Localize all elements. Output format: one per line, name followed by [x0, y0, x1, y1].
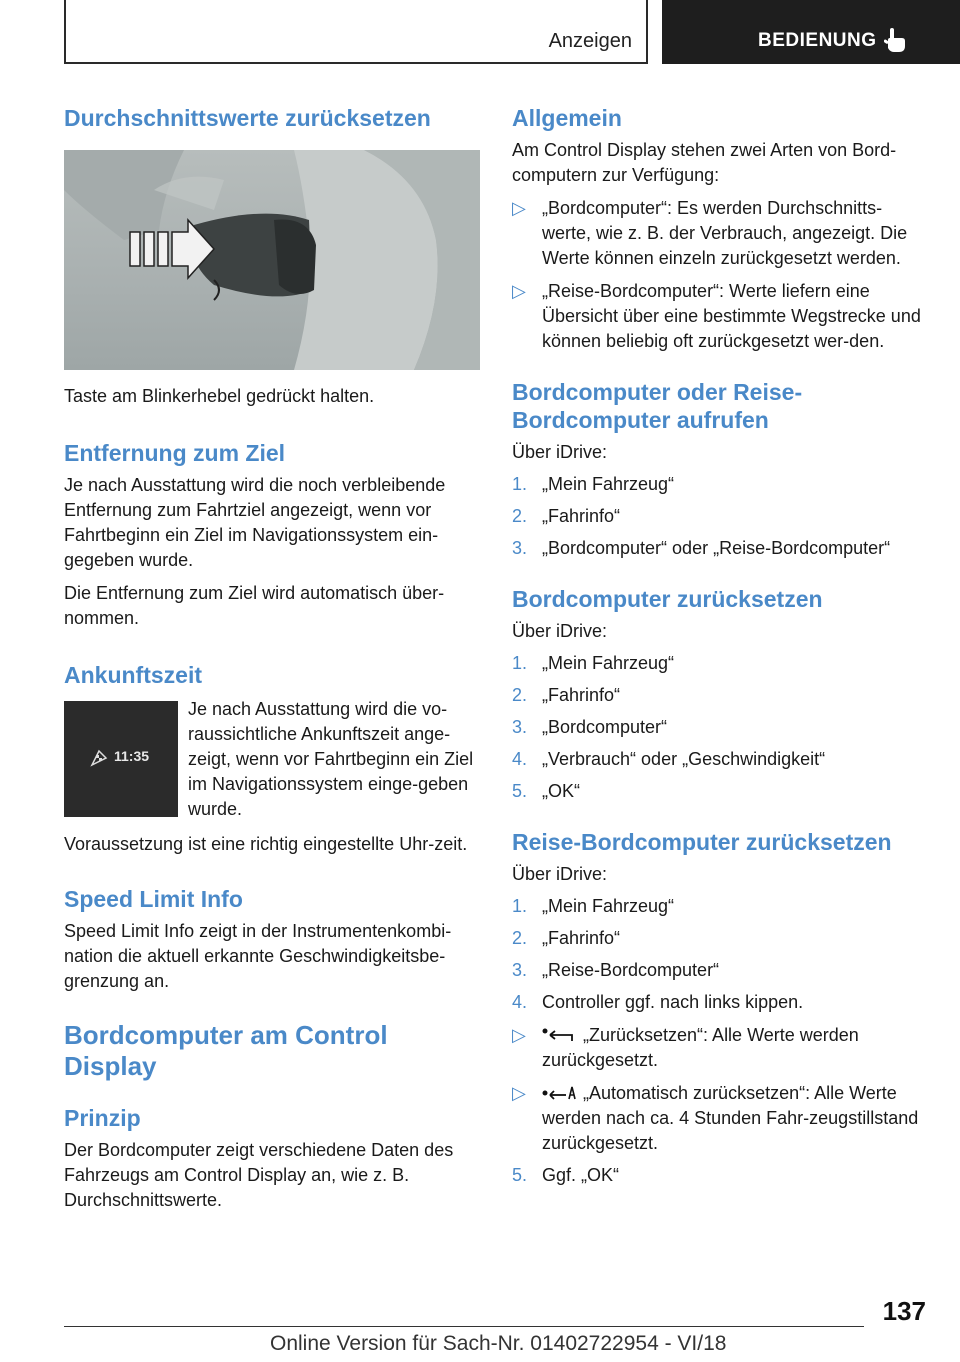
footer-divider	[64, 1326, 864, 1327]
list-item: 3. „Reise-Bordcomputer“	[512, 960, 720, 980]
reise-final-step	[512, 1163, 928, 1188]
list-item: 2. „Fahrinfo“	[512, 685, 621, 705]
list-item: ▷ „Automatisch zurücksetzen“: Alle Werte werden nach ca. 4 Stunden Fahr-zeugstillstand zurückgesetzt.	[512, 1083, 919, 1153]
list-item: ▷ „Zurücksetzen“: Alle Werte werden zurückgesetzt.	[512, 1025, 859, 1070]
heading-aufrufen: Bordcomputer oder Reise-Bordcomputer aufrufen	[512, 379, 803, 433]
auto-reset-icon	[542, 1085, 578, 1101]
list-item: 5. „OK“	[512, 781, 580, 801]
heading-speed-limit: Speed Limit Info	[64, 886, 243, 912]
reset-options-list	[512, 1023, 928, 1156]
header-section-tab	[64, 0, 648, 64]
reset-icon	[542, 1027, 578, 1043]
ankunftszeit-block	[64, 697, 480, 822]
heading-entfernung: Entfernung zum Ziel	[64, 440, 286, 466]
reise-steps	[512, 894, 928, 1015]
aufrufen-steps	[512, 472, 928, 561]
entfernung-paragraph-1: Je nach Ausstattung wird die noch verbleibende Entfernung zum Fahrtziel angezeigt, wenn vor Fahrtbeginn ein Ziel im Navigationssystem ein-gegeben wurde.	[64, 475, 446, 570]
list-item: 1. „Mein Fahrzeug“	[512, 474, 675, 494]
list-item: 3. „Bordcomputer“ oder „Reise-Bordcomputer“	[512, 538, 891, 558]
header-section-label: Anzeigen	[548, 30, 632, 52]
list-item: 4. „Verbrauch“ oder „Geschwindigkeit“	[512, 749, 826, 769]
heading-zuruecksetzen: Bordcomputer zurücksetzen	[512, 586, 823, 612]
arrival-time-value: 11:35	[114, 748, 150, 764]
list-item: 3. „Bordcomputer“	[512, 717, 668, 737]
heading-reise-zuruecksetzen: Reise-Bordcomputer zurücksetzen	[512, 829, 892, 855]
entfernung-paragraph-2: Die Entfernung zum Ziel wird automatisch über-nommen.	[64, 583, 445, 628]
photo-caption: Taste am Blinkerhebel gedrückt halten.	[64, 386, 375, 406]
list-item: ▷ „Bordcomputer“: Es werden Durchschnitts-werte, wie z. B. der Verbrauch, angezeigt. Die Werte können einzeln zurückgesetzt werden.	[512, 198, 908, 268]
list-item: 4. Controller ggf. nach links kippen.	[512, 992, 804, 1012]
list-item: ▷ „Reise-Bordcomputer“: Werte liefern eine Übersicht über eine bestimmte Wegstrecke und können beliebig oft zurückgesetzt wer-den.	[512, 281, 921, 351]
speed-limit-paragraph: Speed Limit Info zeigt in der Instrumentenkombi-nation die aktuell erkannte Geschwindigkeitsbe-grenzung an.	[64, 921, 452, 991]
left-column	[64, 100, 480, 1213]
voraussetzung-paragraph: Voraussetzung ist eine richtig eingestellte Uhr-zeit.	[64, 834, 468, 854]
heading-allgemein: Allgemein	[512, 105, 622, 131]
header-chapter-tab	[662, 0, 960, 64]
page-number: 137	[882, 1296, 926, 1326]
idrive-label: Über iDrive:	[512, 621, 608, 641]
right-column	[512, 100, 928, 1188]
allgemein-paragraph: Am Control Display stehen zwei Arten von Bord-computern zur Verfügung:	[512, 140, 897, 185]
prinzip-paragraph: Der Bordcomputer zeigt verschiedene Daten des Fahrzeugs am Control Display an, wie z. B. Durchschnittswerte.	[64, 1140, 454, 1210]
list-item: 5. Ggf. „OK“	[512, 1165, 620, 1185]
list-item: 2. „Fahrinfo“	[512, 928, 621, 948]
header-chapter-label: BEDIENUNG	[758, 30, 877, 51]
zuruecksetzen-steps	[512, 651, 928, 804]
heading-prinzip: Prinzip	[64, 1105, 141, 1131]
list-item: 1. „Mein Fahrzeug“	[512, 653, 675, 673]
checkered-flag-icon	[90, 749, 108, 767]
heading-ankunftszeit: Ankunftszeit	[64, 662, 202, 688]
turn-signal-lever-photo	[64, 150, 480, 370]
pointing-hand-icon	[884, 26, 908, 54]
lever-illustration	[64, 150, 480, 370]
heading-durchschnittswerte: Durchschnittswerte zurücksetzen	[64, 105, 431, 131]
idrive-label: Über iDrive:	[512, 442, 608, 462]
list-item: 2. „Fahrinfo“	[512, 506, 621, 526]
ankunftszeit-paragraph: Je nach Ausstattung wird die vo-raussichtliche Ankunftszeit ange-zeigt, wenn vor Fahrtbeginn ein Ziel im Navigationssystem einge-geben wurde.	[188, 699, 474, 819]
heading-bordcomputer-control-display: Bordcomputer am Control Display	[64, 1020, 388, 1081]
arrival-time-display	[64, 701, 178, 817]
footer-version-text: Online Version für Sach-Nr. 01402722954 - VI/18	[270, 1332, 727, 1355]
list-item: 1. „Mein Fahrzeug“	[512, 896, 675, 916]
idrive-label: Über iDrive:	[512, 864, 608, 884]
computer-types-list	[512, 196, 928, 354]
